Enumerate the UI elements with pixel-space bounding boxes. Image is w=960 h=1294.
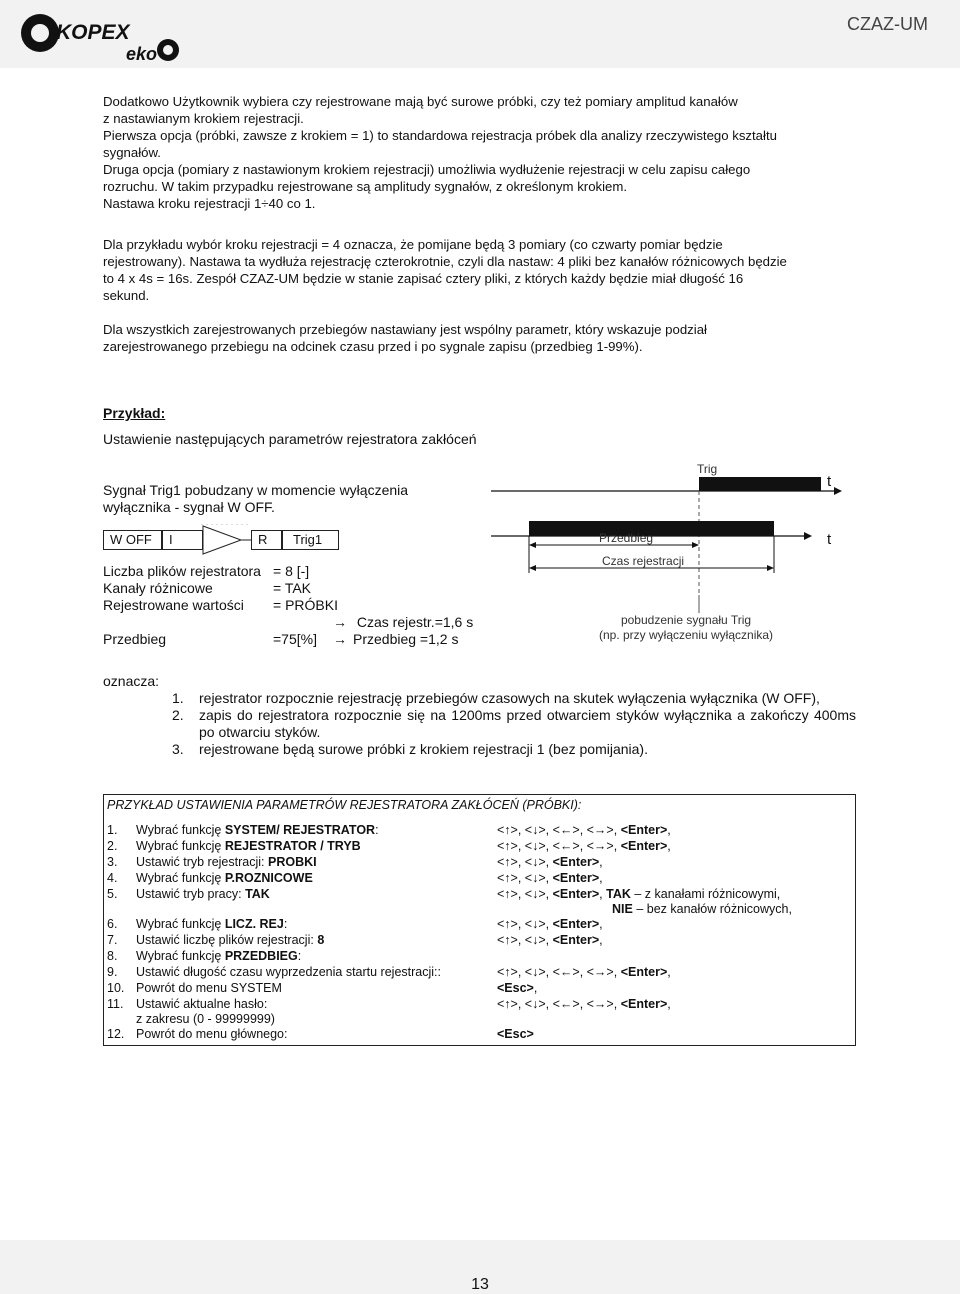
svg-text:eko: eko	[126, 44, 158, 64]
key-sequence-action: <Enter>	[620, 823, 668, 837]
text-line: Dodatkowo Użytkownik wybiera czy rejestrowane mają być surowe próbki, czy też pomiary amplitud kanałów	[103, 94, 738, 109]
option-value: TAK	[606, 887, 631, 901]
step-number: 9.	[107, 965, 118, 979]
step-text-suffix: :	[283, 917, 288, 931]
caption-line-2: (np. przy wyłączeniu wyłącznika)	[598, 628, 774, 642]
param-value: =75[%]	[273, 631, 317, 647]
param-value: = PRÓBKI	[273, 597, 338, 613]
output-label-r: R	[258, 532, 268, 547]
key-sequence-action: <Esc>	[497, 981, 534, 995]
kopex-eko-logo	[18, 6, 188, 64]
step-number: 5.	[107, 887, 118, 901]
step-number: 2.	[107, 839, 118, 853]
param-row	[103, 563, 310, 579]
step-text-plain: Powrót do menu SYSTEM	[136, 981, 282, 995]
arrow-icon: →	[333, 631, 347, 647]
step-number: 4.	[107, 871, 118, 885]
key-sequence-action: <Esc>	[497, 1027, 534, 1041]
step-text-plain: Wybrać funkcję	[136, 917, 225, 931]
step-text-plain: Ustawić liczbę plików rejestracji:	[136, 933, 318, 947]
page-number: 13	[471, 1276, 489, 1293]
step-text-bold: 8	[317, 933, 325, 947]
output-box-trig1	[281, 530, 339, 550]
step-text-bold: SYSTEM/ REJESTRATOR	[224, 823, 376, 837]
step-text-plain: z zakresu (0 - 99999999)	[136, 1012, 275, 1026]
param-value: = TAK	[273, 580, 312, 596]
key-sequence	[497, 823, 671, 838]
signal-description	[103, 482, 408, 516]
step-text	[136, 823, 379, 838]
text-line: rozruchu. W takim przypadku rejestrowane są amplitudy sygnałów, z określonym krokiem.	[103, 179, 628, 194]
key-sequence	[497, 933, 603, 948]
key-sequence	[497, 1027, 534, 1042]
step-text	[136, 965, 441, 980]
key-sequence-suffix: ,	[667, 997, 671, 1011]
step-number: 6.	[107, 917, 118, 931]
key-sequence-action: <Enter>	[552, 917, 600, 931]
example-heading: Przykład:	[103, 405, 166, 421]
list-text: rejestrowane będą surowe próbki z krokiem rejestracji 1 (bez pomijania).	[199, 741, 648, 757]
step-text-plain: Wybrać funkcję	[136, 839, 225, 853]
step-number: 1.	[107, 823, 118, 837]
param-result: Czas rejestr.=1,6 s	[356, 614, 474, 630]
step-text-plain: Ustawić aktualne hasło:	[136, 997, 268, 1011]
input-box	[103, 530, 163, 550]
step-text	[136, 981, 282, 996]
key-sequence	[497, 871, 603, 886]
step-text	[136, 997, 267, 1012]
trig-label: Trig	[697, 462, 718, 476]
option-value: NIE	[612, 902, 633, 916]
param-row	[103, 580, 312, 596]
table-title: PRZYKŁAD USTAWIENIA PARAMETRÓW REJESTRATORA ZAKŁÓCEŃ (PRÓBKI):	[107, 798, 582, 812]
key-sequence-arrows: <↑>, <↓>,	[497, 871, 553, 885]
text-line: Nastawa kroku rejestracji 1÷40 co 1.	[103, 196, 316, 211]
param-label: Liczba plików rejestratora	[103, 563, 261, 579]
time-label-lower: t	[827, 531, 832, 548]
key-sequence	[497, 981, 537, 996]
text-line: to 4 x 4s = 16s. Zespół CZAZ-UM będzie w stanie zapisać cztery pliki, z których każdy będzie miał długość 16	[103, 271, 744, 286]
text-line: sygnałów.	[103, 145, 161, 160]
text-line: Sygnał Trig1 pobudzany w momencie wyłączenia	[103, 482, 409, 498]
key-sequence	[497, 917, 603, 932]
param-label: Kanały różnicowe	[103, 580, 213, 596]
param-row	[103, 597, 338, 613]
input-label-i: I	[169, 532, 173, 547]
svg-text:KOPEX: KOPEX	[56, 21, 130, 44]
step-text	[136, 855, 317, 870]
step-text	[136, 949, 301, 964]
step-text	[136, 839, 361, 854]
text-line: zarejestrowanego przebiegu na odcinek czasu przed i po sygnale zapisu (przedbieg 1-99%).	[103, 339, 643, 354]
intro-paragraph-1	[103, 93, 856, 212]
list-item	[172, 741, 856, 758]
param-value: = 8 [-]	[273, 563, 310, 579]
key-sequence-suffix: ,	[599, 933, 603, 947]
key-sequence-suffix: ,	[667, 823, 671, 837]
step-text	[136, 887, 270, 902]
trig-pulse-bar	[699, 477, 821, 491]
input-box-i	[161, 530, 203, 550]
czas-label: Czas rejestracji	[602, 554, 685, 568]
caption-line-1: pobudzenie sygnału Trig	[620, 613, 752, 627]
step-text	[136, 1027, 287, 1042]
list-number: 3.	[172, 741, 184, 757]
key-sequence	[497, 839, 671, 854]
option-description: – z kanałami różnicowymi,	[630, 887, 781, 901]
list-item	[172, 690, 856, 707]
key-sequence	[497, 887, 780, 902]
step-text	[136, 933, 324, 948]
step-text-suffix: :	[375, 823, 379, 837]
key-sequence-suffix: ,	[533, 981, 538, 995]
key-sequence-suffix: ,	[599, 855, 603, 869]
list-item	[172, 707, 856, 741]
text-line: rejestrowany). Nastawa ta wydłuża rejestrację czterokrotnie, czyli dla nastaw: 4 pliki bez kanałów różnicowych będzie	[103, 254, 787, 269]
list-text: zapis do rejestratora rozpocznie się na 1200ms przed otwarciem styków wyłącznika a zakończy 400ms po otwarciu styków.	[199, 707, 856, 740]
intro-paragraph-3	[103, 321, 856, 355]
step-text-plain: Ustawić długość czasu wyprzedzenia startu rejestracji:	[136, 965, 438, 979]
text-line: Druga opcja (pomiary z nastawionym krokiem rejestracji) umożliwia wydłużenie rejestracji w celu zapisu całego	[103, 162, 751, 177]
arrow-icon: →	[333, 614, 347, 630]
text-line: z nastawianym krokiem rejestracji.	[103, 111, 304, 126]
text-line: Dla wszystkich zarejestrowanych przebiegów nastawiany jest wspólny parametr, który wskazuje podział	[103, 322, 707, 337]
text-line: Dla przykładu wybór kroku rejestracji = 4 oznacza, że pomijane będą 3 pomiary (co czwarty pomiar będzie	[103, 237, 723, 252]
step-text-plain: Wybrać funkcję	[136, 823, 225, 837]
option-description: – bez kanałów różnicowych,	[632, 902, 792, 916]
key-sequence	[497, 997, 671, 1012]
key-sequence-action: <Enter>	[620, 965, 668, 979]
step-text-bold: REJESTRATOR / TRYB	[224, 839, 361, 853]
list-text: rejestrator rozpocznie rejestrację przebiegów czasowych na skutek wyłączenia wyłącznika (W OFF),	[199, 690, 820, 706]
key-sequence-arrows: <↑>, <↓>, <←>, <→>,	[497, 997, 621, 1011]
option-line	[612, 902, 792, 917]
key-sequence-arrows: <↑>, <↓>,	[497, 887, 553, 901]
example-subtitle: Ustawienie następujących parametrów rejestratora zakłóceń	[103, 431, 477, 447]
step-number: 10.	[107, 981, 125, 995]
param-row	[103, 631, 459, 647]
key-sequence-arrows: <↑>, <↓>, <←>, <→>,	[497, 823, 621, 837]
text-line: sekund.	[103, 288, 150, 303]
key-sequence	[497, 855, 603, 870]
key-sequence-action: <Enter>	[552, 855, 600, 869]
step-text	[136, 917, 287, 932]
list-number: 1.	[172, 690, 184, 706]
param-result: Przedbieg =1,2 s	[353, 631, 459, 647]
step-number: 8.	[107, 949, 118, 963]
step-number: 12.	[107, 1027, 125, 1041]
key-sequence-action: <Enter>	[552, 933, 600, 947]
output-box-r	[251, 530, 283, 550]
param-label: Przedbieg	[103, 631, 167, 647]
list-number: 2.	[172, 707, 184, 723]
param-label: Rejestrowane wartości	[103, 597, 244, 613]
document-title: CZAZ-UM	[847, 14, 928, 34]
key-sequence-suffix: ,	[599, 871, 603, 885]
step-text	[136, 871, 313, 886]
key-sequence	[497, 965, 671, 980]
step-text-plain: Powrót do menu głównego:	[136, 1027, 288, 1041]
key-sequence-suffix: ,	[599, 917, 603, 931]
logic-block	[103, 530, 339, 550]
means-list	[172, 690, 856, 758]
przedbieg-label: Przedbieg	[599, 531, 654, 545]
key-sequence-arrows: <↑>, <↓>, <←>, <→>,	[497, 965, 621, 979]
step-text-suffix: :	[437, 965, 441, 979]
step-text-bold: P.ROZNICOWE	[224, 871, 313, 885]
key-sequence-arrows: <↑>, <↓>,	[497, 917, 553, 931]
input-label-woff: W OFF	[110, 532, 152, 547]
step-number: 7.	[107, 933, 118, 947]
key-sequence-suffix: ,	[667, 839, 671, 853]
key-sequence-action: <Enter>	[620, 997, 668, 1011]
time-label-upper: t	[827, 473, 832, 490]
key-sequence-action: <Enter>	[552, 887, 600, 901]
key-sequence-arrows: <↑>, <↓>, <←>, <→>,	[497, 839, 621, 853]
means-label: oznacza:	[103, 673, 160, 689]
key-sequence-suffix: ,	[667, 965, 671, 979]
key-sequence-action: <Enter>	[620, 839, 668, 853]
key-sequence-suffix: ,	[599, 887, 607, 901]
step-text-suffix: :	[297, 949, 302, 963]
output-label-trig1: Trig1	[293, 532, 323, 547]
step-text-bold: TAK	[245, 887, 270, 901]
step-text-plain: Wybrać funkcję	[136, 949, 225, 963]
parameter-list	[103, 563, 483, 653]
settings-table	[103, 794, 856, 1046]
step-text-plain: Ustawić tryb rejestracji:	[136, 855, 268, 869]
key-sequence-action: <Enter>	[552, 871, 600, 885]
step-text-plain: Wybrać funkcję	[136, 871, 225, 885]
key-sequence-arrows: <↑>, <↓>,	[497, 933, 553, 947]
text-line: Pierwsza opcja (próbki, zawsze z krokiem = 1) to standardowa rejestracja próbek dla analizy rzeczywistego kształtu	[103, 128, 777, 143]
step-number: 11.	[107, 997, 124, 1011]
buffer-gate-icon	[201, 524, 251, 556]
key-sequence-arrows: <↑>, <↓>,	[497, 855, 553, 869]
page-header	[0, 0, 960, 68]
intro-paragraph-2	[103, 236, 856, 304]
step-text-bold: LICZ. REJ	[224, 917, 284, 931]
step-text-bold: PROBKI	[267, 855, 317, 869]
text-line: wyłącznika - sygnał W OFF.	[103, 499, 275, 515]
timing-diagram	[486, 458, 846, 658]
step-text-bold: PRZEDBIEG	[224, 949, 298, 963]
param-result-row	[333, 614, 473, 630]
step-number: 3.	[107, 855, 118, 869]
step-text-plain: Ustawić tryb pracy:	[136, 887, 246, 901]
